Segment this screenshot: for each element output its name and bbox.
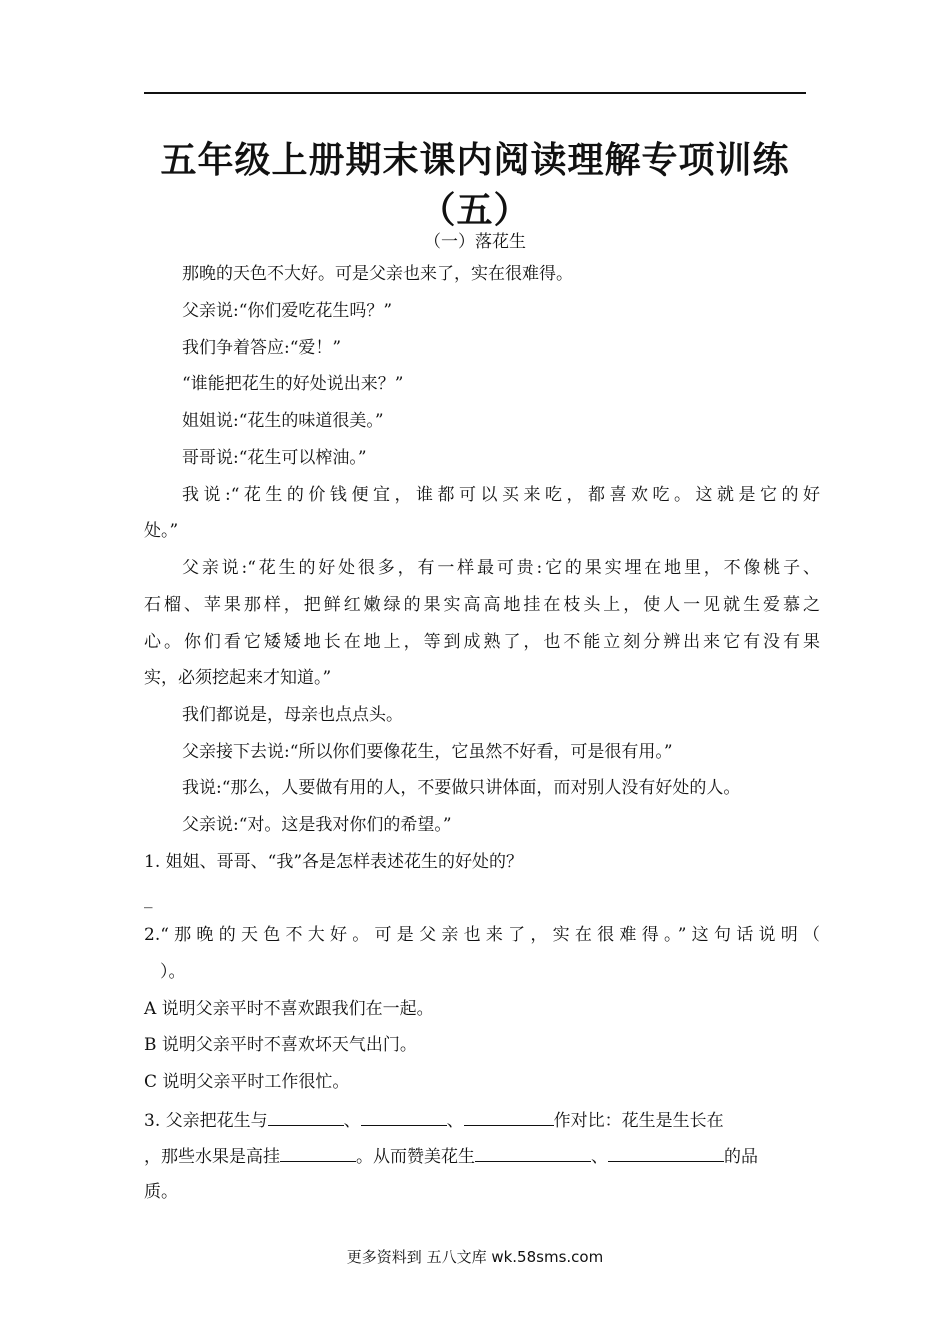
blank-3[interactable] (464, 1109, 554, 1126)
footer-source: 更多资料到 五八文库 wk.58sms.com (346, 1248, 604, 1266)
question-3-line-3: 质。 (144, 1182, 178, 1202)
question-3-line-1 (144, 1109, 724, 1131)
passage-line: 父亲说:“对。这是我对你们的希望。” (182, 815, 452, 835)
separator: 、 (591, 1147, 608, 1167)
passage-line: “谁能把花生的好处说出来？” (182, 374, 404, 394)
separator: 、 (446, 1111, 464, 1131)
passage-line: 我们争着答应:“爱！” (182, 338, 342, 358)
passage-line: 父亲接下去说:“所以你们要像花生，它虽然不好看，可是很有用。” (182, 742, 673, 762)
question-3-line-2 (144, 1145, 758, 1167)
passage-line: 实，必须挖起来才知道。” (144, 668, 332, 688)
question-3-mid: 作对比：花生是生长在 (553, 1111, 724, 1131)
header-rule (144, 92, 806, 94)
blank-1[interactable] (268, 1109, 344, 1126)
question-2: 2.“那晚的天色不大好。可是父亲也来了，实在很难得。”这句话说明（ (144, 925, 820, 945)
passage-line: 处。” (144, 521, 179, 541)
passage-line: 我说:“那么，人要做有用的人，不要做只讲体面，而对别人没有好处的人。 (182, 778, 741, 798)
passage-line: 哥哥说:“花生可以榨油。” (182, 448, 367, 468)
passage-line: 姐姐说:“花生的味道很美。” (182, 411, 384, 431)
passage-line: 心。你们看它矮矮地长在地上，等到成熟了，也不能立刻分辨出来它有没有果 (144, 632, 820, 652)
page-title-number: （五） (419, 190, 531, 231)
section-subtitle: （一）落花生 (424, 232, 526, 252)
question-3-prefix: 3. 父亲把花生与 (144, 1111, 268, 1131)
question-3-line2-end: 的品 (724, 1147, 758, 1167)
passage-line: 我说:“花生的价钱便宜，谁都可以买来吃，都喜欢吃。这就是它的好 (182, 485, 820, 505)
blank-2[interactable] (361, 1109, 447, 1126)
question-3-line2-mid: 。从而赞美花生 (356, 1147, 475, 1167)
passage-line: 父亲说:“你们爱吃花生吗？” (182, 301, 393, 321)
question-2-option-c: C 说明父亲平时工作很忙。 (144, 1072, 350, 1092)
separator: 、 (343, 1111, 361, 1131)
question-1: 1. 姐姐、哥哥、“我”各是怎样表述花生的好处的？ (144, 852, 524, 872)
blank-5[interactable] (475, 1145, 591, 1162)
blank-4[interactable] (280, 1145, 356, 1162)
passage-line: 父亲说:“花生的好处很多，有一样最可贵:它的果实埋在地里，不像桃子、 (182, 558, 820, 578)
passage-line: 石榴、苹果那样，把鲜红嫩绿的果实高高地挂在枝头上，使人一见就生爱慕之 (144, 595, 820, 615)
question-3-line2-prefix: ，那些水果是高挂 (144, 1147, 280, 1167)
blank-6[interactable] (608, 1145, 724, 1162)
passage-line: 那晚的天色不大好。可是父亲也来了，实在很难得。 (182, 264, 573, 284)
question-2-bracket: ）。 (160, 962, 186, 982)
question-1-answer-mark: _ (144, 889, 153, 909)
page-title: 五年级上册期末课内阅读理解专项训练 (160, 140, 790, 181)
question-2-option-b: B 说明父亲平时不喜欢坏天气出门。 (144, 1035, 417, 1055)
question-2-option-a: A 说明父亲平时不喜欢跟我们在一起。 (144, 999, 434, 1019)
passage-line: 我们都说是，母亲也点点头。 (182, 705, 403, 725)
